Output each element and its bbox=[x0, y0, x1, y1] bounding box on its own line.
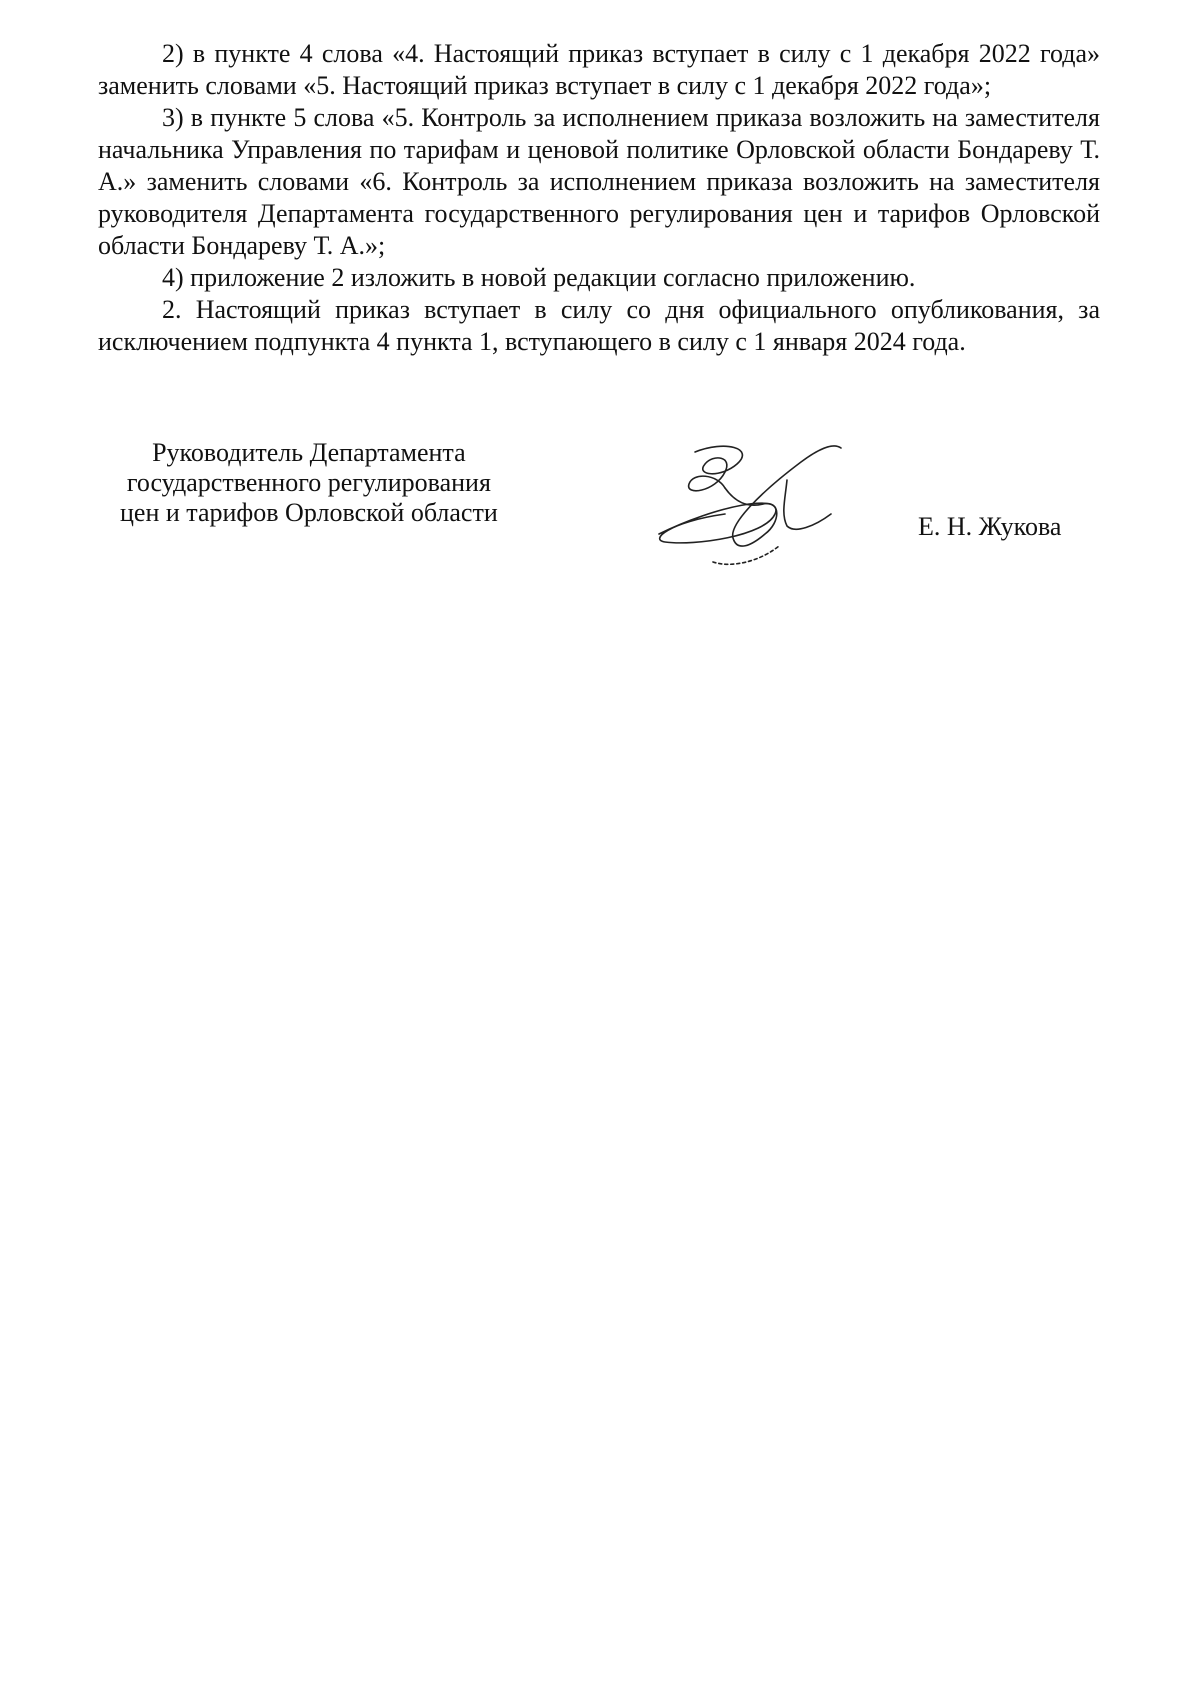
paragraph-item-2: 2) в пункте 4 слова «4. Настоящий приказ вступает в силу с 1 декабря 2022 года» заменить словами «5. Настоящий приказ вступает в силу с 1 декабря 2022 года»; bbox=[98, 39, 1100, 100]
handwritten-signature-icon bbox=[655, 442, 895, 572]
position-line: Руководитель Департамента bbox=[152, 438, 466, 467]
signatory-position bbox=[120, 438, 498, 528]
paragraph-item-4: 4) приложение 2 изложить в новой редакции согласно приложению. bbox=[162, 263, 916, 292]
document-body bbox=[98, 38, 1100, 358]
paragraph-effective-date: 2. Настоящий приказ вступает в силу со дня официального опубликования, за исключением подпункта 4 пункта 1, вступающего в силу с 1 января 2024 года. bbox=[98, 295, 1100, 356]
signatory-name: Е. Н. Жукова bbox=[918, 512, 1062, 541]
position-line: цен и тарифов Орловской области bbox=[120, 498, 498, 527]
paragraph-item-3: 3) в пункте 5 слова «5. Контроль за исполнением приказа возложить на заместителя начальника Управления по тарифам и ценовой политике Орловской области Бондареву Т. А.» заменить словами «6. Контроль за исполнением приказа возложить на заместителя руководителя Департамента государственного регулирования цен и тарифов Орловской области Бондареву Т. А.»; bbox=[98, 103, 1100, 260]
position-line: государственного регулирования bbox=[126, 468, 491, 497]
